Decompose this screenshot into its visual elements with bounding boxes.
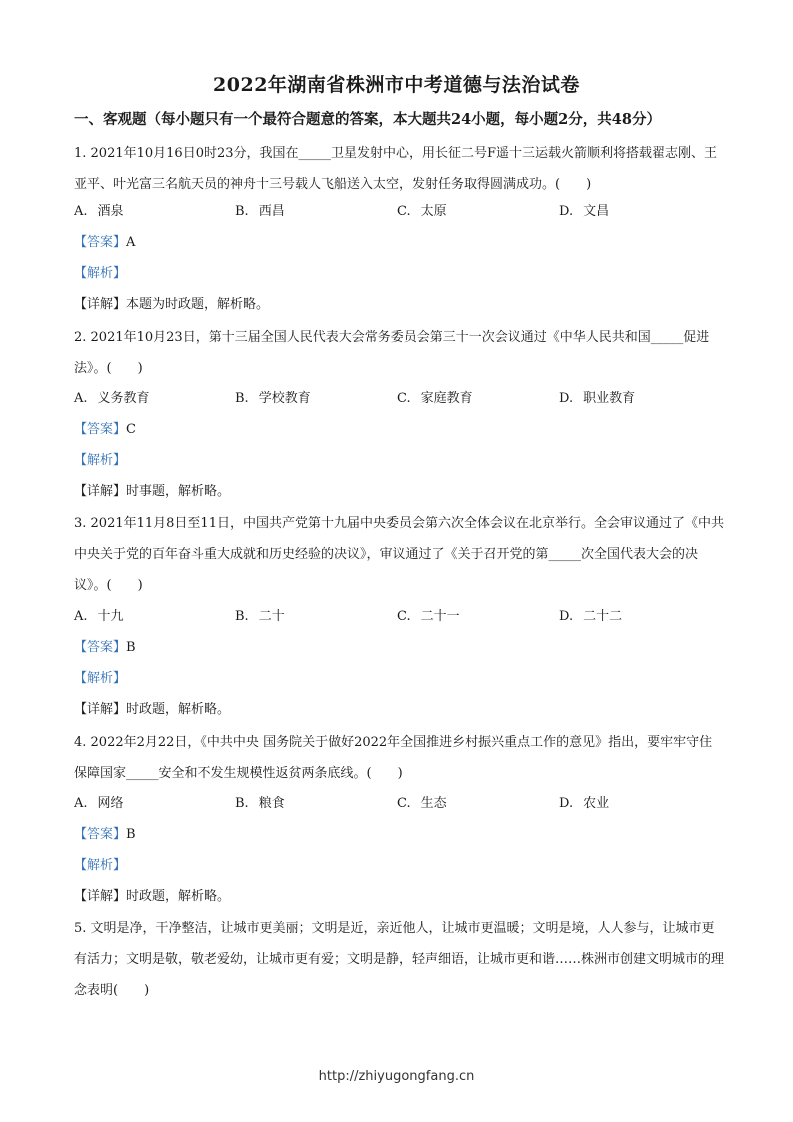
question-4 [74, 727, 724, 789]
option-text: 二十一 [420, 609, 460, 624]
answer-tag: 【答案】 [74, 827, 127, 842]
option-text: 西昌 [258, 204, 285, 219]
option-letter: A. [74, 609, 88, 624]
answer-tag: 【答案】 [74, 640, 127, 655]
detail-line [74, 694, 230, 725]
option-text: 农业 [583, 796, 610, 811]
detail-tag: 【详解】 [74, 297, 127, 312]
option-letter: D. [559, 609, 574, 624]
option-b [235, 196, 285, 227]
option-text: 文昌 [583, 204, 610, 219]
option-text: 生态 [420, 796, 447, 811]
answer-line [74, 227, 135, 258]
question-3 [74, 508, 724, 601]
analysis-line [74, 445, 126, 476]
option-text: 二十二 [583, 609, 623, 624]
detail-text: 时事题，解析略。 [126, 484, 231, 499]
option-letter: D. [559, 204, 574, 219]
detail-text: 时政题，解析略。 [126, 889, 231, 904]
option-text: 职业教育 [583, 391, 636, 406]
option-a [74, 383, 150, 414]
question-1-options [74, 196, 724, 227]
analysis-tag: 【解析】 [74, 858, 127, 873]
option-d [559, 196, 609, 227]
option-text: 家庭教育 [420, 391, 473, 406]
option-letter: A. [74, 391, 88, 406]
option-letter: B. [235, 204, 249, 219]
option-text: 网络 [97, 796, 124, 811]
answer-value: C [126, 422, 136, 437]
option-b [235, 788, 285, 819]
question-3-options [74, 601, 724, 632]
question-5-text: 5. 文明是净，干净整洁，让城市更美丽；文明是近，亲近他人，让城市更温暖；文明是境，人人参与，让城市更有活力；文明是敬，敬老爱幼，让城市更有爱；文明是静，轻声细语，让城市更和谐……株洲市创建文明城市的理念表明( ) [74, 921, 725, 998]
detail-tag: 【详解】 [74, 484, 127, 499]
option-text: 粮食 [258, 796, 285, 811]
option-c [397, 788, 447, 819]
question-4-options [74, 788, 724, 819]
answer-line [74, 414, 136, 445]
answer-value: A [126, 235, 136, 250]
question-4-text: 4. 2022年2月22日，《中共中央 国务院关于做好2022年全国推进乡村振兴重点工作的意见》指出，要牢牢守住保障国家_____安全和不发生规模性返贫两条底线。( ) [74, 735, 713, 781]
analysis-tag: 【解析】 [74, 453, 127, 468]
option-a [74, 196, 124, 227]
question-5 [74, 913, 724, 1006]
option-letter: B. [235, 609, 249, 624]
option-text: 二十 [258, 609, 285, 624]
option-d [559, 788, 609, 819]
option-d [559, 601, 622, 632]
option-a [74, 788, 124, 819]
question-2-text: 2. 2021年10月23日，第十三届全国人民代表大会常务委员会第三十一次会议通过《中华人民共和国_____促进法》。( ) [74, 330, 710, 376]
answer-value: B [126, 640, 136, 655]
footer-url: http://zhiyugongfang.cn [318, 1069, 475, 1084]
detail-line [74, 476, 230, 507]
analysis-tag: 【解析】 [74, 266, 127, 281]
answer-tag: 【答案】 [74, 235, 127, 250]
question-1 [74, 138, 724, 200]
option-a [74, 601, 124, 632]
answer-value: B [126, 827, 136, 842]
question-2-options [74, 383, 724, 414]
option-d [559, 383, 635, 414]
option-letter: B. [235, 391, 249, 406]
detail-line [74, 881, 230, 912]
option-letter: C. [397, 204, 411, 219]
analysis-line [74, 258, 126, 289]
question-1-text: 1. 2021年10月16日0时23分，我国在_____卫星发射中心，用长征二号F遥十三运载火箭顺利将搭载翟志刚、王亚平、叶光富三名航天员的神舟十三号载人飞船送入太空，发射任务取得圆满成功。( ) [74, 146, 718, 192]
detail-text: 时政题，解析略。 [126, 702, 231, 717]
section-heading: 一、客观题（每小题只有一个最符合题意的答案，本大题共24小题，每小题2分，共48分） [74, 111, 661, 128]
option-b [235, 383, 311, 414]
option-letter: C. [397, 796, 411, 811]
detail-text: 本题为时政题，解析略。 [126, 297, 270, 312]
page-title: 2022年湖南省株洲市中考道德与法治试卷 [213, 74, 580, 96]
answer-line [74, 819, 136, 850]
option-letter: B. [235, 796, 249, 811]
option-letter: D. [559, 391, 574, 406]
option-letter: A. [74, 204, 88, 219]
option-b [235, 601, 285, 632]
option-letter: A. [74, 796, 88, 811]
option-text: 十九 [97, 609, 124, 624]
option-text: 太原 [420, 204, 447, 219]
question-3-text: 3. 2021年11月8日至11日，中国共产党第十九届中央委员会第六次全体会议在北京举行。全会审议通过了《中共中央关于党的百年奋斗重大成就和历史经验的决议》，审议通过了《关于召开党的第_____次全国代表大会的决议》。( ) [74, 516, 724, 593]
option-text: 酒泉 [97, 204, 124, 219]
option-letter: D. [559, 796, 574, 811]
detail-line [74, 289, 269, 320]
option-letter: C. [397, 609, 411, 624]
analysis-line [74, 850, 126, 881]
answer-line [74, 632, 136, 663]
answer-tag: 【答案】 [74, 422, 127, 437]
option-text: 学校教育 [258, 391, 311, 406]
option-text: 义务教育 [97, 391, 150, 406]
option-c [397, 196, 447, 227]
detail-tag: 【详解】 [74, 889, 127, 904]
analysis-tag: 【解析】 [74, 671, 127, 686]
option-c [397, 601, 460, 632]
detail-tag: 【详解】 [74, 702, 127, 717]
analysis-line [74, 663, 126, 694]
option-c [397, 383, 473, 414]
option-letter: C. [397, 391, 411, 406]
question-2 [74, 322, 724, 384]
